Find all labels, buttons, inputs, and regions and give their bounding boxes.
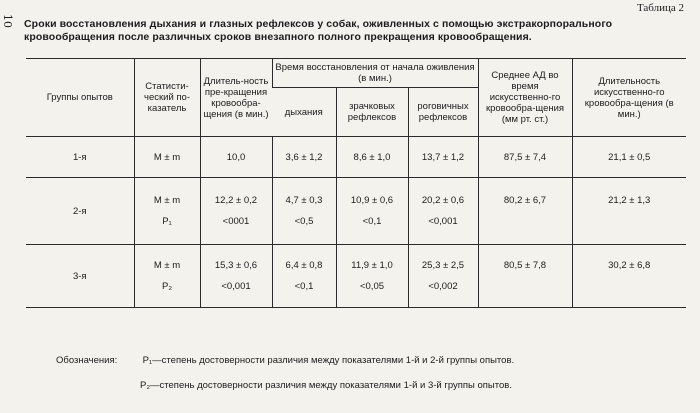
results-table xyxy=(26,58,686,308)
header-breathing: дыхания xyxy=(272,88,336,137)
value: 25,3 ± 2,5 xyxy=(421,260,465,271)
corneal-cell xyxy=(408,245,478,308)
stat-value: М ± m xyxy=(153,195,181,206)
p-value: <0,1 xyxy=(294,281,314,292)
table-title: Сроки восстановления дыхания и глазных рефлексов у собак, оживленных с помощью экстракорпорального кровообращения после различных сроков внезапного полного прекращения кровообращения. xyxy=(24,18,613,43)
group-cell: 1-я xyxy=(26,137,134,178)
legend-p1 xyxy=(56,355,514,366)
p-value xyxy=(573,211,687,232)
value: 21,2 ± 1,3 xyxy=(608,195,651,206)
breathing-cell xyxy=(272,178,336,245)
duration-before-cell xyxy=(200,178,272,245)
mean-bp-cell xyxy=(478,245,572,308)
stat-cell xyxy=(134,245,200,308)
table-label: Таблица 2 xyxy=(636,2,684,14)
legend-label: Обозначения: xyxy=(56,355,118,366)
p-value: <0,001 xyxy=(428,216,458,227)
value: 80,2 ± 6,7 xyxy=(503,195,547,206)
header-pupil: зрачковых рефлексов xyxy=(336,88,408,137)
value: 6,4 ± 0,8 xyxy=(285,260,323,271)
duration-art-cell: 21,1 ± 0,5 xyxy=(572,137,686,178)
value: 20,2 ± 0,6 xyxy=(421,195,465,206)
breathing-cell: 3,6 ± 1,2 xyxy=(272,137,336,178)
group-cell: 3-я xyxy=(26,245,134,308)
pupil-cell: 8,6 ± 1,0 xyxy=(336,137,408,178)
value: 30,2 ± 6,8 xyxy=(608,260,651,271)
header-stat: Статисти-ческий по-казатель xyxy=(134,59,200,137)
p-value: <0,001 xyxy=(221,281,251,292)
p-value xyxy=(573,276,687,297)
p-value: <0,05 xyxy=(359,281,385,292)
duration-before-cell xyxy=(200,245,272,308)
duration-art-cell xyxy=(572,245,686,308)
mean-bp-cell xyxy=(478,178,572,245)
header-duration-before: Длитель-ность пре-кращения кровообра-щения (в мин.) xyxy=(200,59,272,137)
group-cell: 2-я xyxy=(26,178,134,245)
table-row xyxy=(26,137,686,178)
header-corneal: роговичных рефлексов xyxy=(408,88,478,137)
breathing-cell xyxy=(272,245,336,308)
legend-p2 xyxy=(140,380,512,391)
value: 11,9 ± 1,0 xyxy=(351,260,393,271)
p-value xyxy=(479,276,572,297)
duration-before-cell: 10,0 xyxy=(200,137,272,178)
stat-p: P₂ xyxy=(161,281,173,292)
header-groups: Группы опытов xyxy=(26,59,134,137)
p-value: <0001 xyxy=(222,216,250,227)
page-number: 10 xyxy=(1,14,14,28)
value: 15,3 ± 0,6 xyxy=(214,260,258,271)
duration-art-cell xyxy=(572,178,686,245)
header-mean-bp: Среднее АД во время искусственно-го кровообра-щения (мм рт. ст.) xyxy=(478,59,572,137)
header-duration-art: Длительность искусственно-го кровообра-щения (в мин.) xyxy=(572,59,686,137)
header-recovery-time: Время восстановления от начала оживления (в мин.) xyxy=(272,59,478,88)
legend-p1-text: P₁—степень достоверности различия между показателями 1-й и 2-й группы опытов. xyxy=(142,355,515,366)
legend-p2-text: P₂—степень достоверности различия между показателями 1-й и 3-й группы опытов. xyxy=(140,380,512,391)
mean-bp-cell: 87,5 ± 7,4 xyxy=(478,137,572,178)
table-row xyxy=(26,178,686,245)
value: 10,9 ± 0,6 xyxy=(350,195,394,206)
corneal-cell xyxy=(408,178,478,245)
stat-value: М ± m xyxy=(153,260,181,271)
value: 4,7 ± 0,3 xyxy=(285,195,323,206)
pupil-cell xyxy=(336,178,408,245)
p-value xyxy=(479,211,572,232)
stat-p: P₁ xyxy=(162,216,172,227)
value: 12,2 ± 0,2 xyxy=(214,195,258,206)
value: 80,5 ± 7,8 xyxy=(503,260,547,271)
p-value: <0,002 xyxy=(428,281,458,292)
stat-cell: М ± m xyxy=(134,137,200,178)
p-value: <0,5 xyxy=(294,216,314,227)
stat-cell xyxy=(134,178,200,245)
corneal-cell: 13,7 ± 1,2 xyxy=(408,137,478,178)
p-value: <0,1 xyxy=(362,216,382,227)
pupil-cell xyxy=(336,245,408,308)
table-row xyxy=(26,245,686,308)
